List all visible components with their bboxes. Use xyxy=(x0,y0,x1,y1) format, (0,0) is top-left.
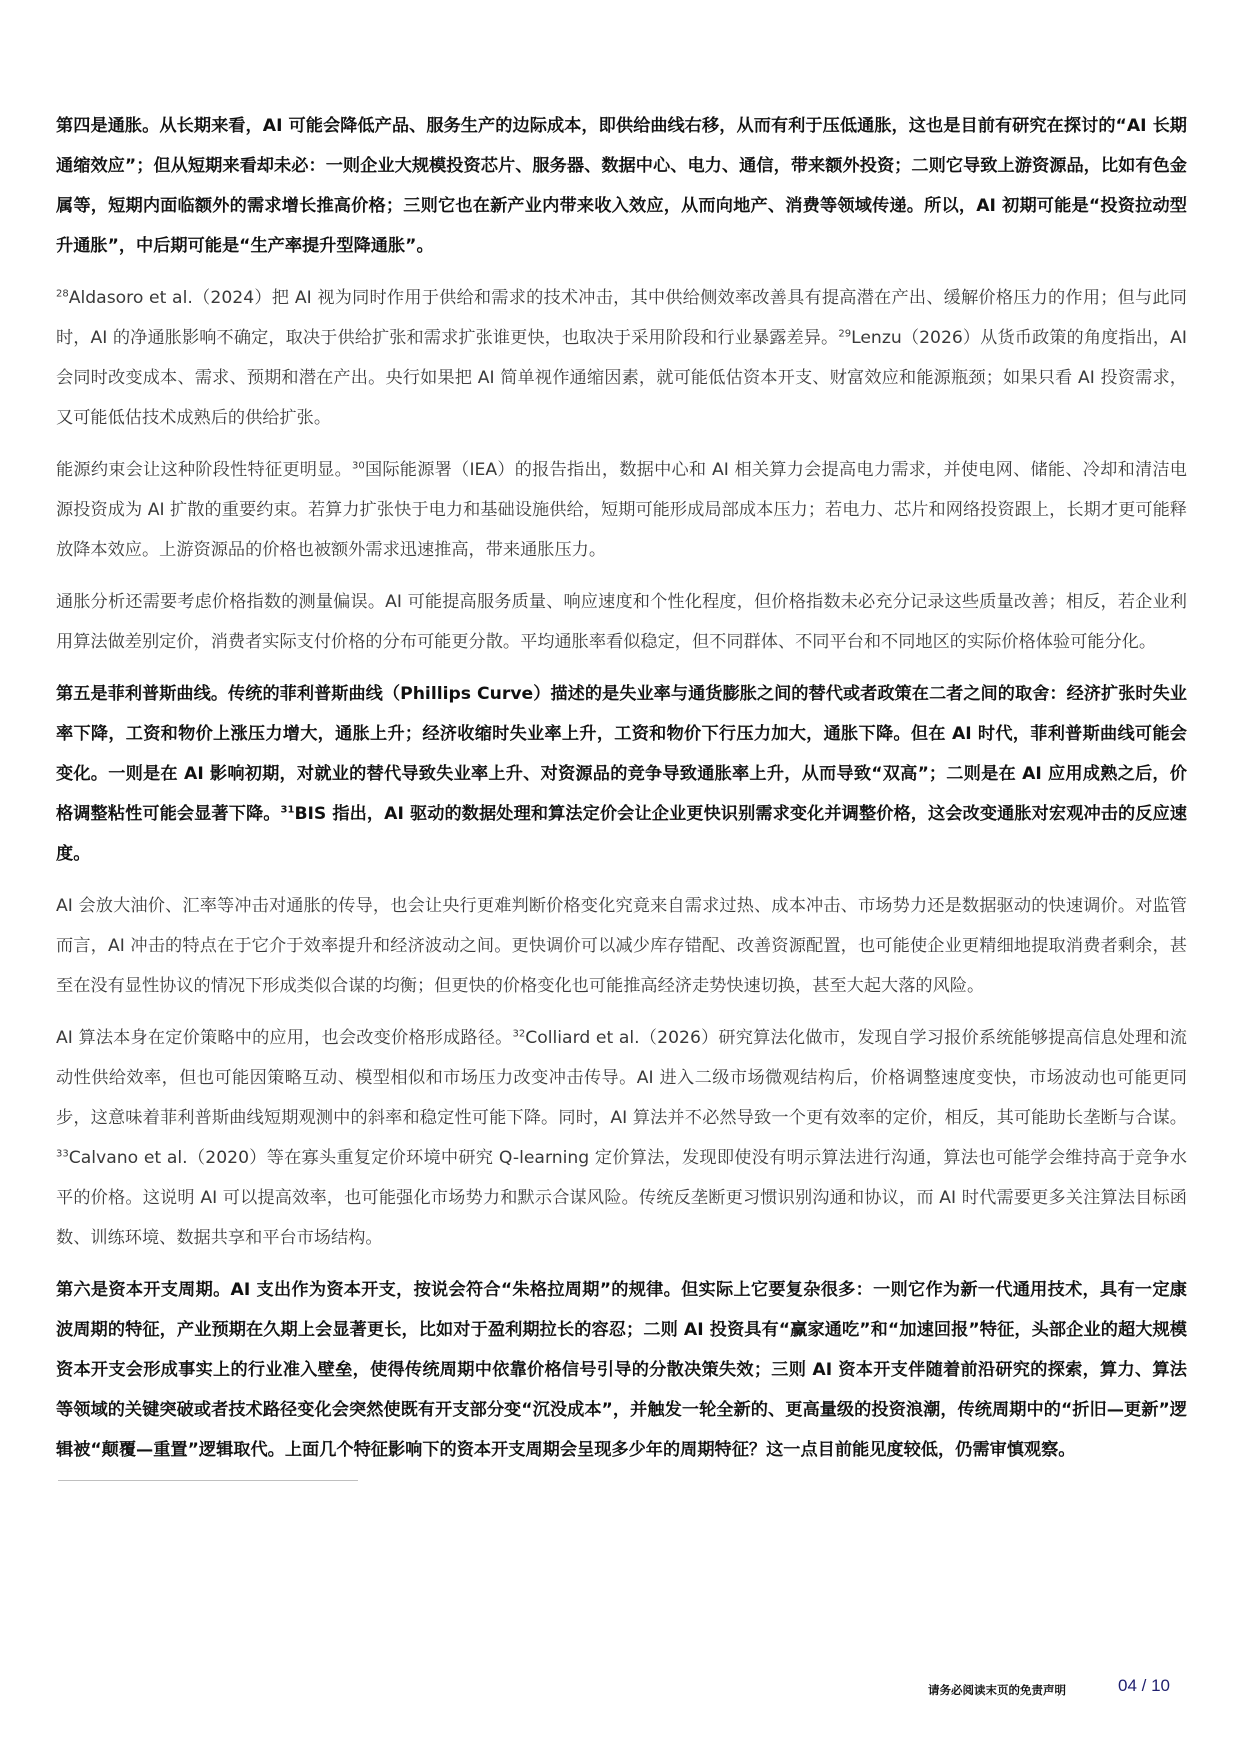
paragraph-text: 国际能源署（IEA）的报告指出，数据中心和 AI 相关算力会提高电力需求，并使电网、储能、冷却和清洁电源投资成为 AI 扩散的重要约束。若算力扩张快于电力和基础设施供给，短期可能形成局部成本压力；若电力、芯片和网络投资跟上，长期才更可能释放降本效应。上游资源品的价格也被额外需求迅速推高，带来通胀压力。 xyxy=(56,460,1187,560)
footnote-marker: 32 xyxy=(512,1028,526,1040)
footnote-marker: 28 xyxy=(56,288,69,300)
paragraph xyxy=(56,886,1187,1006)
document-body xyxy=(56,106,1187,1482)
paragraph-text: BIS 指出，AI 驱动的数据处理和算法定价会让企业更快识别需求变化并调整价格，这会改变通胀对宏观冲击的反应速度。 xyxy=(56,804,1187,864)
footnote-marker: 33 xyxy=(56,1148,69,1160)
paragraph-text: 第四是通胀。从长期来看，AI 可能会降低产品、服务生产的边际成本，即供给曲线右移，从而有利于压低通胀，这也是目前有研究在探讨的“AI 长期通缩效应”；但从短期来看却未必：一则企业大规模投资芯片、服务器、数据中心、电力、通信，带来额外投资；二则它导致上游资源品，比如有色金属等，短期内面临额外的需求增长推高价格；三则它也在新产业内带来收入效应，从而向地产、消费等领域传递。所以，AI 初期可能是“投资拉动型升通胀”，中后期可能是“生产率提升型降通胀”。 xyxy=(56,116,1187,256)
paragraph-text: 第六是资本开支周期。AI 支出作为资本开支，按说会符合“朱格拉周期”的规律。但实际上它要复杂很多：一则它作为新一代通用技术，具有一定康波周期的特征，产业预期在久期上会显著更长，比如对于盈利期拉长的容忍；二则 AI 投资具有“赢家通吃”和“加速回报”特征，头部企业的超大规模资本开支会形成事实上的行业准入壁垒，使得传统周期中依靠价格信号引导的分散决策失效；三则 AI 资本开支伴随着前沿研究的探索，算力、算法等领域的关键突破或者技术路径变化会突然使既有开支部分变“沉没成本”，并触发一轮全新的、更高量级的投资浪潮，传统周期中的“折旧—更新”逻辑被“颠覆—重置”逻辑取代。上面几个特征影响下的资本开支周期会呈现多少年的周期特征？这一点目前能见度较低，仍需审慎观察。 xyxy=(56,1280,1187,1460)
footnote-divider xyxy=(58,1480,358,1481)
footnote-marker: 31 xyxy=(280,804,295,816)
footnote-marker: 29 xyxy=(838,328,852,340)
paragraph xyxy=(56,674,1187,874)
paragraph-text: 能源约束会让这种阶段性特征更明显。 xyxy=(56,460,353,480)
paragraph-text: AI 会放大油价、汇率等冲击对通胀的传导，也会让央行更难判断价格变化究竟来自需求过热、成本冲击、市场势力还是数据驱动的快速调价。对监管而言，AI 冲击的特点在于它介于效率提升和经济波动之间。更快调价可以减少库存错配、改善资源配置，也可能使企业更精细地提取消费者剩余，甚至在没有显性协议的情况下形成类似合谋的均衡；但更快的价格变化也可能推高经济走势快速切换，甚至大起大落的风险。 xyxy=(56,896,1187,996)
paragraph-text: Lenzu（2026）从货币政策的角度指出，AI 会同时改变成本、需求、预期和潜在产出。央行如果把 AI 简单视作通缩因素，就可能低估资本开支、财富效应和能源瓶颈；如果只看 AI 投资需求，又可能低估技术成熟后的供给扩张。 xyxy=(56,328,1188,428)
paragraph-text: AI 算法本身在定价策略中的应用，也会改变价格形成路径。 xyxy=(56,1028,513,1048)
paragraph xyxy=(56,582,1187,662)
paragraph-text: Aldasoro et al.（2024）把 AI 视为同时作用于供给和需求的技术冲击，其中供给侧效率改善具有提高潜在产出、缓解价格压力的作用；但与此同时，AI 的净通胀影响不确定，取决于供给扩张和需求扩张谁更快，也取决于采用阶段和行业暴露差异。 xyxy=(56,288,1187,348)
footer-disclaimer: 请务必阅读末页的免责声明 xyxy=(928,1683,1066,1697)
paragraph xyxy=(56,1018,1187,1258)
paragraph-text: 第五是菲利普斯曲线。传统的菲利普斯曲线（Phillips Curve）描述的是失业率与通货膨胀之间的替代或者政策在二者之间的取舍：经济扩张时失业率下降，工资和物价上涨压力增大，通胀上升；经济收缩时失业率上升，工资和物价下行压力加大，通胀下降。但在 AI 时代，菲利普斯曲线可能会变化。一则是在 AI 影响初期，对就业的替代导致失业率上升、对资源品的竞争导致通胀率上升，从而导致“双高”；二则是在 AI 应用成熟之后，价格调整粘性可能会显著下降。 xyxy=(56,684,1187,824)
paragraph-text: Colliard et al.（2026）研究算法化做市，发现自学习报价系统能够提高信息处理和流动性供给效率，但也可能因策略互动、模型相似和市场压力改变冲击传导。AI 进入二级市场微观结构后，价格调整速度变快，市场波动也可能更同步，这意味着菲利普斯曲线短期观测中的斜率和稳定性可能下降。同时，AI 算法并不必然导致一个更有效率的定价，相反，其可能助长垄断与合谋。 xyxy=(56,1028,1187,1128)
paragraph xyxy=(56,278,1187,438)
paragraph-text: 通胀分析还需要考虑价格指数的测量偏误。AI 可能提高服务质量、响应速度和个性化程度，但价格指数未必充分记录这些质量改善；相反，若企业利用算法做差别定价，消费者实际支付价格的分布可能更分散。平均通胀率看似稳定，但不同群体、不同平台和不同地区的实际价格体验可能分化。 xyxy=(56,592,1187,652)
footnote-marker: 30 xyxy=(352,460,365,472)
page-number: 04 / 10 xyxy=(1118,1676,1170,1695)
paragraph xyxy=(56,450,1187,570)
paragraph-text: Calvano et al.（2020）等在寡头重复定价环境中研究 Q-learning 定价算法，发现即使没有明示算法进行沟通，算法也可能学会维持高于竞争水平的价格。这说明 AI 可以提高效率，也可能强化市场势力和默示合谋风险。传统反垄断更习惯识别沟通和协议，而 AI 时代需要更多关注算法目标函数、训练环境、数据共享和平台市场结构。 xyxy=(56,1148,1187,1248)
paragraph xyxy=(56,106,1187,266)
paragraph xyxy=(56,1270,1187,1470)
